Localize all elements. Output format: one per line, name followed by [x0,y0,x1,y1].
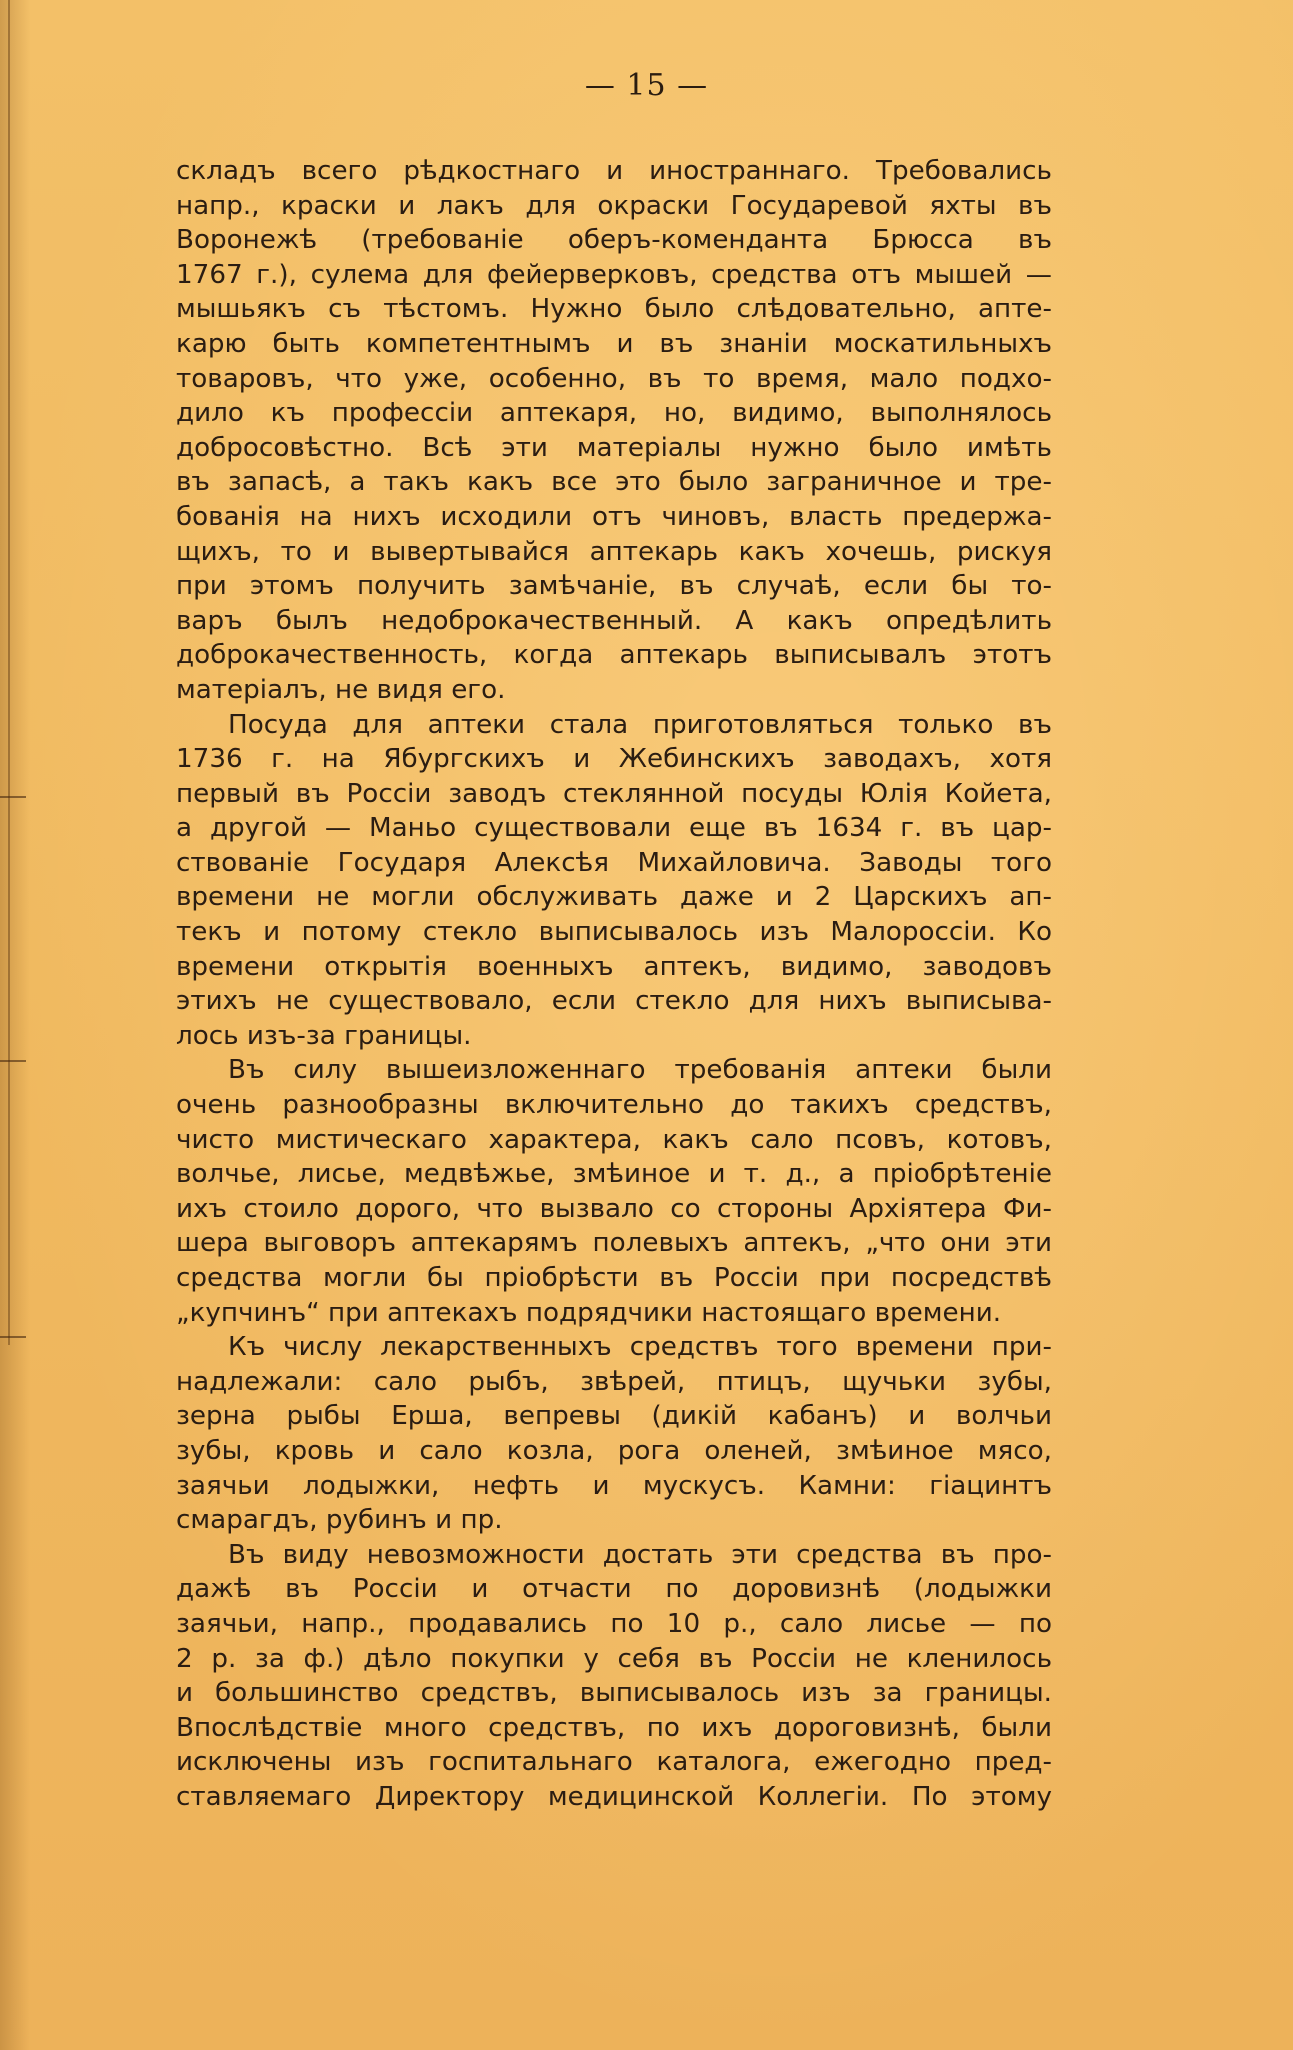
paragraph [176,708,1052,1054]
margin-rule [8,0,10,1345]
paragraph [176,154,1052,708]
text-line: шера выговоръ аптекарямъ полевыхъ аптекъ, „что они эти [176,1228,1052,1259]
margin-tick-mark [0,1336,26,1338]
text-line: ставляемаго Директору медицинской Коллегіи. По этому [176,1781,1052,1812]
page-number: — 15 — [584,68,709,103]
text-line: 1767 г.), сулема для фейерверковъ, средства отъ мышей — [176,259,1052,290]
margin-tick-mark [0,1060,26,1062]
text-line: напр., краски и лакъ для окраски Государевой яхты въ [176,190,1052,221]
body-text [176,154,1052,1815]
text-line: текъ и потому стекло выписывалось изъ Малороссіи. Ко [176,917,1052,948]
margin-tick-mark [0,796,26,798]
paragraph [176,1053,1052,1330]
text-line: средства могли бы пріобрѣсти въ Россіи при посредствѣ [176,1263,1052,1293]
text-line: дило къ профессіи аптекаря, но, видимо, выполнялось [176,398,1052,429]
text-line: ихъ стоило дорого, что вызвало со стороны Архіятера Фи- [176,1193,1052,1224]
text-line: и большинство средствъ, выписывалось изъ за границы. [176,1678,1052,1709]
text-line: 1736 г. на Ябургскихъ и Жебинскихъ заводахъ, хотя [176,744,1052,775]
text-line: Посуда для аптеки стала приготовляться только въ [228,709,1052,740]
text-line: смарагдъ, рубинъ и пр. [176,1505,503,1536]
text-line: волчье, лисье, медвѣжье, змѣиное и т. д., а пріобрѣтеніе [176,1159,1052,1190]
text-line: въ запасѣ, а такъ какъ все это было заграничное и тре- [176,467,1052,498]
text-line: Въ виду невозможности достать эти средства въ про- [228,1539,1052,1570]
text-line: доброкачественность, когда аптекарь выписывалъ этотъ [176,640,1052,671]
text-line: бованія на нихъ исходили отъ чиновъ, власть предержа- [176,501,1052,532]
text-line: этихъ не существовало, если стекло для нихъ выписыва- [176,986,1052,1017]
text-line: карю быть компетентнымъ и въ знаніи москатильныхъ [176,328,1052,359]
text-line: Воронежѣ (требованіе оберъ-коменданта Брюсса въ [176,225,1052,256]
text-line: очень разнообразны включительно до такихъ средствъ, [176,1090,1052,1121]
text-line: времени не могли обслуживать даже и 2 Царскихъ ап- [176,882,1052,913]
paragraph [176,1538,1052,1815]
text-line: зубы, кровь и сало козла, рога оленей, змѣиное мясо, [176,1435,1052,1466]
text-line: щихъ, то и вывертывайся аптекарь какъ хочешь, рискуя [176,536,1052,567]
text-line: чисто мистическаго характера, какъ сало псовъ, котовъ, [176,1124,1052,1155]
text-line: заячьи, напр., продавались по 10 р., сало лисье — по [176,1608,1052,1639]
text-line: зерна рыбы Ерша, вепревы (дикій кабанъ) и волчьи [176,1401,1052,1432]
text-line: добросовѣстно. Всѣ эти матеріалы нужно было имѣть [176,432,1052,463]
text-line: 2 р. за ф.) дѣло покупки у себя въ Россіи не кленилось [176,1643,1052,1674]
text-line: а другой — Маньо существовали еще въ 1634 г. въ цар- [176,813,1052,844]
text-line: первый въ Россіи заводъ стеклянной посуды Юлія Койета, [176,778,1052,809]
text-line: товаровъ, что уже, особенно, въ то время, мало подхо- [176,363,1052,394]
text-line: лось изъ-за границы. [176,1020,472,1051]
text-line: ствованіе Государя Алексѣя Михайловича. Заводы того [176,847,1052,878]
text-line: при этомъ получить замѣчаніе, въ случаѣ, если бы то- [176,571,1052,602]
text-line: мышьякъ съ тѣстомъ. Нужно было слѣдовательно, апте- [176,294,1052,325]
text-line: исключены изъ госпитальнаго каталога, ежегодно пред- [176,1747,1052,1778]
text-line: Къ числу лекарственныхъ средствъ того времени при- [228,1332,1052,1363]
text-line: Въ силу вышеизложеннаго требованія аптеки были [228,1055,1052,1086]
text-line: матеріалъ, не видя его. [176,674,506,705]
text-line: „купчинъ“ при аптекахъ подрядчики настоящаго времени. [176,1297,1002,1328]
text-line: варъ былъ недоброкачественный. А какъ опредѣлить [176,605,1052,636]
paragraph [176,1330,1052,1538]
text-line: Впослѣдствіе много средствъ, по ихъ дороговизнѣ, были [176,1712,1052,1743]
text-line: заячьи лодыжки, нефть и мускусъ. Камни: гіацинтъ [176,1470,1052,1501]
text-line: дажѣ въ Россіи и отчасти по доровизнѣ (лодыжки [176,1574,1052,1605]
text-line: времени открытія военныхъ аптекъ, видимо, заводовъ [176,951,1052,982]
text-line: складъ всего рѣдкостнаго и иностраннаго. Требовались [176,156,1052,186]
text-line: надлежали: сало рыбъ, звѣрей, птицъ, щучьки зубы, [176,1366,1052,1397]
